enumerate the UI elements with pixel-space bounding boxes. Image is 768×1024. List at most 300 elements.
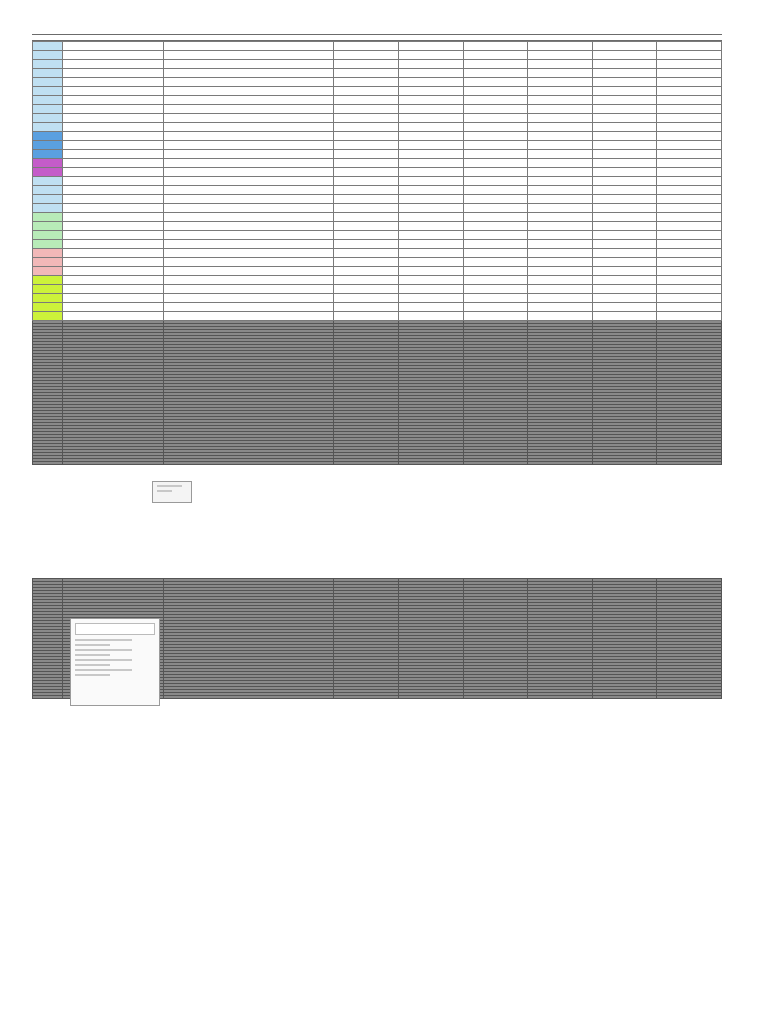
empty-cell[interactable] — [528, 303, 593, 312]
empty-cell[interactable] — [399, 141, 464, 150]
empty-cell[interactable] — [657, 51, 722, 60]
empty-cell[interactable] — [333, 177, 399, 186]
empty-cell[interactable] — [592, 312, 657, 321]
empty-cell[interactable] — [463, 51, 528, 60]
empty-cell[interactable] — [463, 285, 528, 294]
empty-cell[interactable] — [528, 42, 593, 51]
table-row — [33, 150, 722, 159]
empty-cell[interactable] — [657, 60, 722, 69]
empty-cell[interactable] — [657, 222, 722, 231]
empty-cell[interactable] — [528, 195, 593, 204]
empty-cell[interactable] — [657, 168, 722, 177]
empty-cell[interactable] — [657, 42, 722, 51]
row-detail-cell[interactable] — [164, 96, 334, 105]
row-category-cell[interactable] — [33, 114, 63, 123]
empty-cell[interactable] — [528, 51, 593, 60]
row-category-cell[interactable] — [33, 69, 63, 78]
row-detail-cell[interactable] — [164, 141, 334, 150]
empty-cell[interactable] — [399, 132, 464, 141]
row-category-cell[interactable] — [33, 168, 63, 177]
empty-cell[interactable] — [399, 51, 464, 60]
empty-cell[interactable] — [592, 249, 657, 258]
empty-cell[interactable] — [463, 462, 528, 465]
empty-cell[interactable] — [657, 303, 722, 312]
row-note-cell[interactable] — [62, 96, 164, 105]
row-note-cell[interactable] — [62, 186, 164, 195]
empty-cell[interactable] — [528, 696, 593, 699]
empty-cell[interactable] — [592, 150, 657, 159]
empty-cell[interactable] — [399, 249, 464, 258]
empty-cell[interactable] — [463, 114, 528, 123]
row-note-cell[interactable] — [62, 213, 164, 222]
empty-cell[interactable] — [657, 141, 722, 150]
row-category-cell[interactable] — [33, 87, 63, 96]
row-note-cell[interactable] — [62, 141, 164, 150]
empty-cell[interactable] — [528, 222, 593, 231]
empty-cell[interactable] — [333, 168, 399, 177]
empty-cell[interactable] — [333, 132, 399, 141]
empty-cell[interactable] — [463, 267, 528, 276]
empty-cell[interactable] — [592, 195, 657, 204]
row-detail-cell[interactable] — [164, 195, 334, 204]
row-detail-cell[interactable] — [164, 285, 334, 294]
table-row — [33, 141, 722, 150]
empty-cell[interactable] — [463, 312, 528, 321]
row-note-cell[interactable] — [62, 78, 164, 87]
empty-cell[interactable] — [399, 168, 464, 177]
empty-cell[interactable] — [463, 303, 528, 312]
empty-cell[interactable] — [657, 150, 722, 159]
row-category-cell[interactable] — [33, 285, 63, 294]
row-detail-cell[interactable] — [164, 213, 334, 222]
empty-cell[interactable] — [657, 195, 722, 204]
row-note-cell[interactable] — [62, 267, 164, 276]
empty-cell[interactable] — [657, 231, 722, 240]
empty-cell[interactable] — [399, 87, 464, 96]
row-detail-cell[interactable] — [164, 123, 334, 132]
row-category-cell[interactable] — [33, 195, 63, 204]
row-category-cell[interactable] — [33, 186, 63, 195]
empty-cell[interactable] — [333, 276, 399, 285]
empty-cell[interactable] — [592, 141, 657, 150]
empty-cell[interactable] — [657, 696, 722, 699]
row-category-cell[interactable] — [33, 42, 63, 51]
empty-cell[interactable] — [399, 696, 464, 699]
empty-cell[interactable] — [528, 249, 593, 258]
empty-cell[interactable] — [592, 462, 657, 465]
row-category-cell[interactable] — [33, 231, 63, 240]
row-note-cell[interactable] — [62, 204, 164, 213]
empty-cell[interactable] — [592, 105, 657, 114]
empty-cell[interactable] — [399, 258, 464, 267]
row-detail-cell[interactable] — [164, 159, 334, 168]
empty-cell[interactable] — [657, 240, 722, 249]
empty-cell[interactable] — [463, 96, 528, 105]
empty-cell[interactable] — [463, 222, 528, 231]
empty-cell[interactable] — [528, 177, 593, 186]
empty-cell[interactable] — [333, 114, 399, 123]
empty-cell[interactable] — [592, 213, 657, 222]
empty-cell[interactable] — [463, 240, 528, 249]
empty-cell[interactable] — [164, 696, 334, 699]
row-note-cell[interactable] — [62, 303, 164, 312]
row-category-cell[interactable] — [33, 213, 63, 222]
empty-cell[interactable] — [592, 240, 657, 249]
empty-cell[interactable] — [528, 294, 593, 303]
empty-cell[interactable] — [333, 267, 399, 276]
empty-cell[interactable] — [399, 285, 464, 294]
row-category-cell[interactable] — [33, 123, 63, 132]
empty-cell[interactable] — [399, 276, 464, 285]
empty-cell[interactable] — [592, 123, 657, 132]
empty-cell[interactable] — [33, 462, 63, 465]
row-note-cell[interactable] — [62, 195, 164, 204]
empty-cell[interactable] — [399, 105, 464, 114]
row-detail-cell[interactable] — [164, 51, 334, 60]
row-detail-cell[interactable] — [164, 312, 334, 321]
row-detail-cell[interactable] — [164, 204, 334, 213]
empty-cell[interactable] — [333, 150, 399, 159]
empty-cell[interactable] — [592, 267, 657, 276]
empty-cell[interactable] — [592, 276, 657, 285]
empty-cell[interactable] — [399, 123, 464, 132]
empty-cell[interactable] — [399, 96, 464, 105]
empty-cell[interactable] — [333, 105, 399, 114]
row-category-cell[interactable] — [33, 159, 63, 168]
empty-cell[interactable] — [528, 258, 593, 267]
row-note-cell[interactable] — [62, 312, 164, 321]
row-detail-cell[interactable] — [164, 69, 334, 78]
empty-cell[interactable] — [528, 231, 593, 240]
empty-cell[interactable] — [399, 294, 464, 303]
row-category-cell[interactable] — [33, 150, 63, 159]
row-category-cell[interactable] — [33, 96, 63, 105]
row-note-cell[interactable] — [62, 105, 164, 114]
empty-cell[interactable] — [657, 105, 722, 114]
empty-cell[interactable] — [592, 51, 657, 60]
empty-cell[interactable] — [333, 96, 399, 105]
empty-cell[interactable] — [528, 204, 593, 213]
row-note-cell[interactable] — [62, 168, 164, 177]
empty-cell[interactable] — [463, 294, 528, 303]
row-detail-cell[interactable] — [164, 168, 334, 177]
empty-cell[interactable] — [657, 159, 722, 168]
empty-cell[interactable] — [592, 231, 657, 240]
empty-cell[interactable] — [463, 276, 528, 285]
empty-cell[interactable] — [657, 177, 722, 186]
row-category-cell[interactable] — [33, 258, 63, 267]
row-detail-cell[interactable] — [164, 249, 334, 258]
empty-cell[interactable] — [399, 195, 464, 204]
empty-cell[interactable] — [528, 132, 593, 141]
empty-cell[interactable] — [657, 78, 722, 87]
row-note-cell[interactable] — [62, 240, 164, 249]
empty-cell[interactable] — [333, 159, 399, 168]
empty-cell[interactable] — [463, 132, 528, 141]
empty-cell[interactable] — [463, 204, 528, 213]
empty-cell[interactable] — [592, 78, 657, 87]
empty-cell[interactable] — [528, 114, 593, 123]
empty-cell[interactable] — [333, 69, 399, 78]
empty-cell[interactable] — [657, 69, 722, 78]
empty-cell[interactable] — [657, 213, 722, 222]
empty-cell[interactable] — [333, 696, 399, 699]
row-note-cell[interactable] — [62, 231, 164, 240]
row-detail-cell[interactable] — [164, 87, 334, 96]
empty-cell[interactable] — [528, 213, 593, 222]
empty-cell[interactable] — [657, 186, 722, 195]
row-note-cell[interactable] — [62, 276, 164, 285]
empty-cell[interactable] — [399, 312, 464, 321]
row-detail-cell[interactable] — [164, 78, 334, 87]
empty-cell[interactable] — [399, 114, 464, 123]
row-detail-cell[interactable] — [164, 150, 334, 159]
row-detail-cell[interactable] — [164, 186, 334, 195]
empty-cell[interactable] — [333, 204, 399, 213]
empty-cell[interactable] — [657, 132, 722, 141]
row-detail-cell[interactable] — [164, 231, 334, 240]
empty-cell[interactable] — [528, 87, 593, 96]
empty-cell[interactable] — [463, 258, 528, 267]
empty-cell[interactable] — [528, 60, 593, 69]
empty-cell[interactable] — [528, 276, 593, 285]
empty-cell[interactable] — [463, 231, 528, 240]
empty-cell[interactable] — [463, 69, 528, 78]
empty-cell[interactable] — [399, 213, 464, 222]
row-category-cell[interactable] — [33, 267, 63, 276]
empty-cell[interactable] — [657, 276, 722, 285]
empty-cell[interactable] — [33, 696, 63, 699]
row-detail-cell[interactable] — [164, 42, 334, 51]
empty-cell[interactable] — [333, 60, 399, 69]
empty-cell[interactable] — [399, 150, 464, 159]
empty-cell[interactable] — [592, 159, 657, 168]
embedded-screenshot-thumbnail-2[interactable] — [70, 618, 160, 706]
empty-cell[interactable] — [657, 249, 722, 258]
row-category-cell[interactable] — [33, 132, 63, 141]
empty-cell[interactable] — [592, 60, 657, 69]
empty-cell[interactable] — [399, 177, 464, 186]
row-category-cell[interactable] — [33, 303, 63, 312]
row-category-cell[interactable] — [33, 312, 63, 321]
empty-cell[interactable] — [592, 168, 657, 177]
row-category-cell[interactable] — [33, 177, 63, 186]
row-note-cell[interactable] — [62, 42, 164, 51]
row-category-cell[interactable] — [33, 222, 63, 231]
empty-cell[interactable] — [528, 123, 593, 132]
row-category-cell[interactable] — [33, 276, 63, 285]
empty-cell[interactable] — [333, 462, 399, 465]
empty-cell[interactable] — [333, 258, 399, 267]
empty-cell[interactable] — [399, 222, 464, 231]
empty-cell[interactable] — [657, 114, 722, 123]
row-category-cell[interactable] — [33, 294, 63, 303]
row-note-cell[interactable] — [62, 177, 164, 186]
empty-cell[interactable] — [463, 168, 528, 177]
empty-cell[interactable] — [333, 312, 399, 321]
empty-cell[interactable] — [528, 168, 593, 177]
row-note-cell[interactable] — [62, 150, 164, 159]
empty-cell[interactable] — [463, 60, 528, 69]
row-note-cell[interactable] — [62, 87, 164, 96]
row-note-cell[interactable] — [62, 69, 164, 78]
empty-cell[interactable] — [657, 294, 722, 303]
empty-cell[interactable] — [333, 303, 399, 312]
empty-cell[interactable] — [463, 249, 528, 258]
row-category-cell[interactable] — [33, 249, 63, 258]
empty-cell[interactable] — [528, 285, 593, 294]
empty-cell[interactable] — [657, 462, 722, 465]
row-detail-cell[interactable] — [164, 303, 334, 312]
empty-cell[interactable] — [592, 87, 657, 96]
empty-cell[interactable] — [463, 105, 528, 114]
empty-cell[interactable] — [528, 141, 593, 150]
empty-cell[interactable] — [528, 312, 593, 321]
row-detail-cell[interactable] — [164, 240, 334, 249]
empty-cell[interactable] — [528, 150, 593, 159]
empty-cell[interactable] — [592, 222, 657, 231]
empty-cell[interactable] — [399, 78, 464, 87]
empty-cell[interactable] — [592, 69, 657, 78]
empty-cell[interactable] — [333, 231, 399, 240]
empty-cell[interactable] — [399, 267, 464, 276]
empty-cell[interactable] — [592, 285, 657, 294]
empty-cell[interactable] — [592, 303, 657, 312]
empty-cell[interactable] — [399, 186, 464, 195]
row-category-cell[interactable] — [33, 141, 63, 150]
empty-cell[interactable] — [333, 123, 399, 132]
empty-cell[interactable] — [333, 240, 399, 249]
empty-cell[interactable] — [399, 60, 464, 69]
row-note-cell[interactable] — [62, 258, 164, 267]
empty-cell[interactable] — [528, 69, 593, 78]
row-category-cell[interactable] — [33, 105, 63, 114]
empty-cell[interactable] — [592, 132, 657, 141]
empty-cell[interactable] — [463, 42, 528, 51]
empty-cell[interactable] — [657, 204, 722, 213]
row-detail-cell[interactable] — [164, 132, 334, 141]
empty-cell[interactable] — [463, 150, 528, 159]
empty-cell[interactable] — [657, 123, 722, 132]
row-note-cell[interactable] — [62, 51, 164, 60]
empty-cell[interactable] — [399, 69, 464, 78]
empty-cell[interactable] — [657, 87, 722, 96]
empty-cell[interactable] — [333, 87, 399, 96]
empty-cell[interactable] — [333, 285, 399, 294]
empty-cell[interactable] — [333, 294, 399, 303]
empty-cell[interactable] — [528, 96, 593, 105]
empty-cell[interactable] — [333, 42, 399, 51]
row-note-cell[interactable] — [62, 114, 164, 123]
empty-cell[interactable] — [399, 240, 464, 249]
empty-cell[interactable] — [657, 312, 722, 321]
row-detail-cell[interactable] — [164, 258, 334, 267]
empty-cell[interactable] — [592, 96, 657, 105]
row-note-cell[interactable] — [62, 123, 164, 132]
empty-cell[interactable] — [164, 462, 334, 465]
empty-cell[interactable] — [333, 213, 399, 222]
row-category-cell[interactable] — [33, 240, 63, 249]
empty-cell[interactable] — [463, 87, 528, 96]
empty-cell[interactable] — [62, 462, 164, 465]
empty-cell[interactable] — [592, 186, 657, 195]
embedded-screenshot-thumbnail[interactable] — [152, 481, 192, 503]
row-note-cell[interactable] — [62, 159, 164, 168]
empty-cell[interactable] — [463, 186, 528, 195]
row-note-cell[interactable] — [62, 60, 164, 69]
empty-cell[interactable] — [399, 204, 464, 213]
empty-cell[interactable] — [528, 159, 593, 168]
row-note-cell[interactable] — [62, 249, 164, 258]
empty-cell[interactable] — [528, 78, 593, 87]
empty-cell[interactable] — [463, 213, 528, 222]
empty-cell[interactable] — [399, 42, 464, 51]
row-detail-cell[interactable] — [164, 267, 334, 276]
row-detail-cell[interactable] — [164, 222, 334, 231]
empty-cell[interactable] — [463, 141, 528, 150]
empty-cell[interactable] — [528, 462, 593, 465]
row-detail-cell[interactable] — [164, 105, 334, 114]
empty-cell[interactable] — [657, 285, 722, 294]
row-category-cell[interactable] — [33, 60, 63, 69]
empty-cell[interactable] — [592, 204, 657, 213]
empty-cell[interactable] — [657, 258, 722, 267]
empty-cell[interactable] — [333, 195, 399, 204]
empty-cell[interactable] — [333, 186, 399, 195]
row-detail-cell[interactable] — [164, 276, 334, 285]
row-note-cell[interactable] — [62, 294, 164, 303]
empty-cell[interactable] — [333, 222, 399, 231]
empty-cell[interactable] — [592, 258, 657, 267]
empty-cell[interactable] — [399, 303, 464, 312]
empty-cell[interactable] — [333, 141, 399, 150]
empty-cell[interactable] — [399, 462, 464, 465]
empty-cell[interactable] — [333, 249, 399, 258]
empty-cell[interactable] — [657, 96, 722, 105]
empty-cell[interactable] — [592, 177, 657, 186]
empty-cell[interactable] — [657, 267, 722, 276]
empty-cell[interactable] — [592, 696, 657, 699]
empty-cell[interactable] — [528, 240, 593, 249]
row-category-cell[interactable] — [33, 51, 63, 60]
empty-cell[interactable] — [463, 177, 528, 186]
row-category-cell[interactable] — [33, 78, 63, 87]
row-note-cell[interactable] — [62, 132, 164, 141]
empty-cell[interactable] — [463, 159, 528, 168]
empty-cell[interactable] — [333, 78, 399, 87]
empty-cell[interactable] — [528, 267, 593, 276]
row-category-cell[interactable] — [33, 204, 63, 213]
empty-cell[interactable] — [463, 696, 528, 699]
empty-cell[interactable] — [333, 51, 399, 60]
empty-cell[interactable] — [399, 231, 464, 240]
empty-cell[interactable] — [463, 123, 528, 132]
empty-cell[interactable] — [463, 78, 528, 87]
row-detail-cell[interactable] — [164, 177, 334, 186]
row-detail-cell[interactable] — [164, 60, 334, 69]
row-detail-cell[interactable] — [164, 294, 334, 303]
empty-cell[interactable] — [399, 159, 464, 168]
row-note-cell[interactable] — [62, 285, 164, 294]
empty-cell[interactable] — [528, 105, 593, 114]
empty-cell[interactable] — [463, 195, 528, 204]
empty-cell[interactable] — [592, 42, 657, 51]
empty-cell[interactable] — [592, 294, 657, 303]
empty-cell[interactable] — [528, 186, 593, 195]
empty-cell[interactable] — [592, 114, 657, 123]
row-note-cell[interactable] — [62, 222, 164, 231]
row-detail-cell[interactable] — [164, 114, 334, 123]
